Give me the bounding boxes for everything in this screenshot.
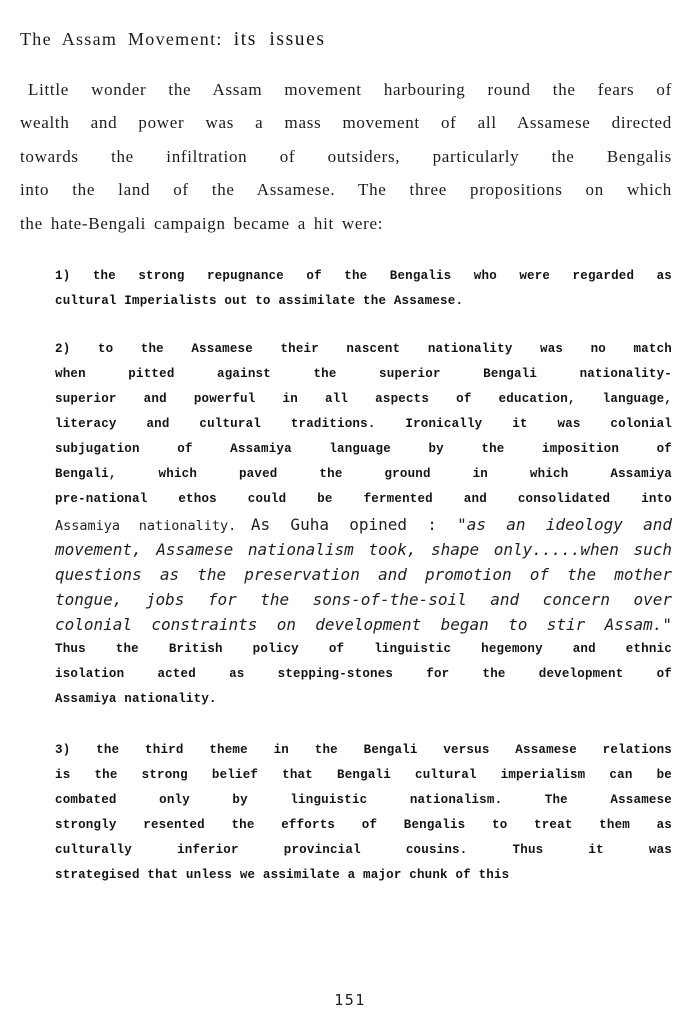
guha-quote-lead-line [55, 512, 672, 537]
list-item-2 [55, 337, 672, 712]
text-line: 1) the strong repugnance of the Bengalis who were regarded as [55, 269, 672, 283]
list-item-1 [55, 264, 672, 314]
mixed-seg-small: Assamiya nationality. [55, 518, 237, 534]
paragraph-line: the hate-Bengali campaign became a hit were: [20, 213, 384, 233]
quote-line: tongue, jobs for the sons-of-the-soil and concern over [55, 590, 672, 609]
mixed-seg-quote-start: as an ideology and [466, 515, 673, 534]
text-line: subjugation of Assamiya language by the imposition of [55, 442, 672, 456]
page-title-main: The Assam Movement: [20, 29, 223, 49]
text-line: superior and powerful in all aspects of education, language, [55, 392, 672, 406]
text-line: pre-national ethos could be fermented and consolidated into [55, 492, 672, 506]
paragraph-line: into the land of the Assamese. The three propositions on which [20, 180, 672, 200]
text-line: literacy and cultural traditions. Ironically it was colonial [55, 417, 672, 431]
text-line: cultural Imperialists out to assimilate the Assamese. [55, 294, 464, 308]
text-line: Assamiya nationality. [55, 692, 217, 706]
list-item-3 [55, 738, 672, 888]
text-line: isolation acted as stepping-stones for the development of [55, 667, 672, 681]
text-line: is the strong belief that Bengali cultural imperialism can be [55, 768, 672, 782]
intro-paragraph [20, 73, 672, 240]
text-line: Bengali, which paved the ground in which Assamiya [55, 467, 672, 481]
quote-line: colonial constraints on development began to stir Assam." [55, 615, 672, 634]
text-line: combated only by linguistic nationalism. The Assamese [55, 793, 672, 807]
paragraph-line: Little wonder the Assam movement harbouring round the fears of [28, 80, 672, 99]
page-title-sub: its issues [233, 29, 326, 50]
text-line: Thus the British policy of linguistic hegemony and ethnic [55, 642, 672, 656]
text-line: strategised that unless we assimilate a major chunk of this [55, 868, 510, 882]
text-line: strongly resented the efforts of Bengalis to treat them as [55, 818, 672, 832]
paragraph-line: wealth and power was a mass movement of all Assamese directed [20, 113, 672, 133]
mixed-seg-attribution: As Guha opined : " [250, 515, 467, 534]
text-line: when pitted against the superior Bengali nationality- [55, 367, 672, 381]
quote-line: questions as the preservation and promotion of the mother [55, 565, 672, 584]
paragraph-line: towards the infiltration of outsiders, particularly the Bengalis [20, 146, 672, 166]
text-line: 3) the third theme in the Bengali versus Assamese relations [55, 743, 672, 757]
page-title [20, 29, 326, 51]
text-line: 2) to the Assamese their nascent nationality was no match [55, 342, 672, 356]
page-number: 151 [334, 991, 366, 1009]
text-line: culturally inferior provincial cousins. Thus it was [55, 843, 672, 857]
quote-line: movement, Assamese nationalism took, shape only.....when such [55, 540, 672, 559]
